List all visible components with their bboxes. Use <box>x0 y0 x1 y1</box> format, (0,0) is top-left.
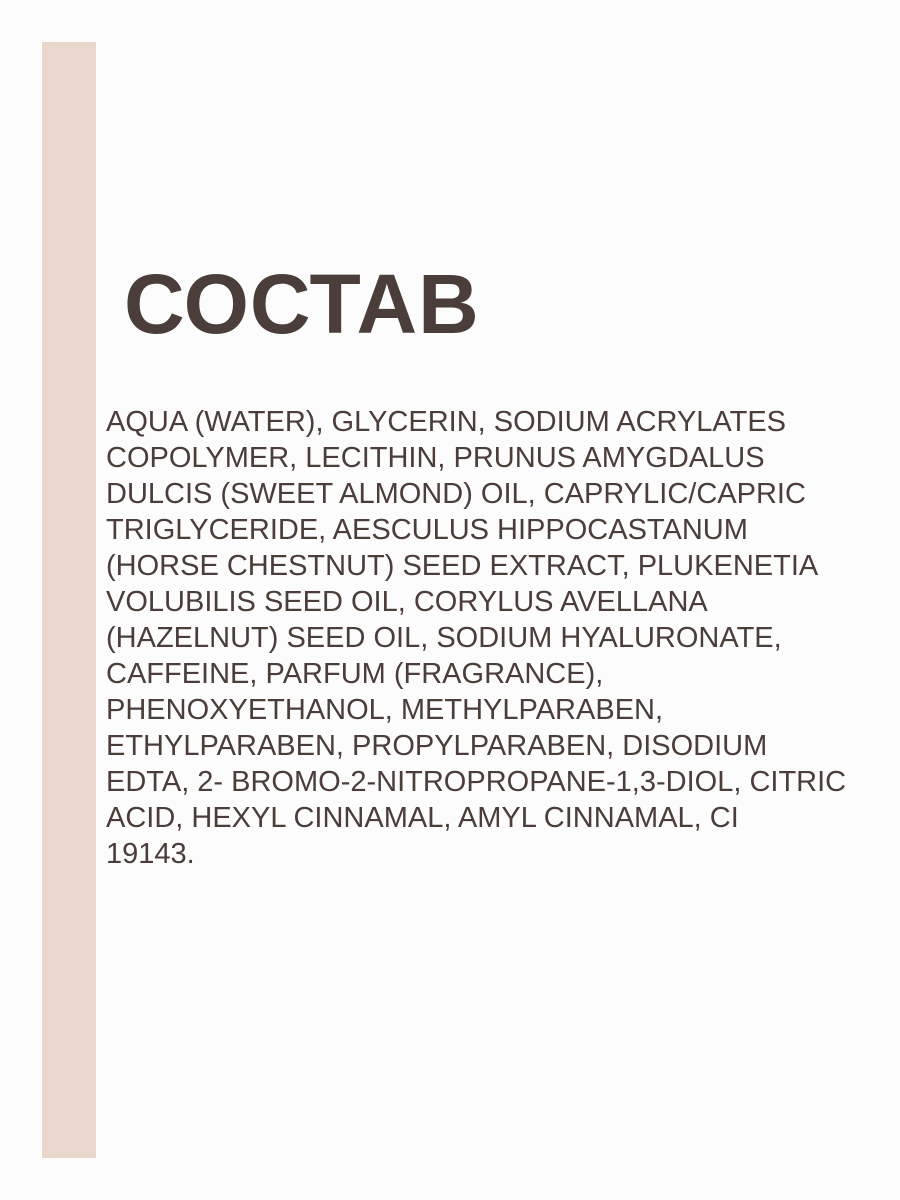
accent-side-bar <box>42 42 96 1158</box>
page-title: СОСТАВ <box>124 257 480 351</box>
ingredients-list: AQUA (WATER), GLYCERIN, SODIUM ACRYLATES COPOLYMER, LECITHIN, PRUNUS AMYGDALUS DULCIS (SWEET ALMOND) OIL, CAPRYLIC/CAPRIC TRIGLYCERIDE, AESCULUS HIPPOCASTANUM (HORSE CHESTNUT) SEED EXTRACT, PLUKENETIA VOLUBILIS SEED OIL, CORYLUS AVELLANA (HAZELNUT) SEED OIL, SODIUM HYALURONATE, CAFFEINE, PARFUM (FRAGRANCE), PHENOXYETHANOL, METHYLPARABEN, ETHYLPARABEN, PROPYLPARABEN, DISODIUM EDTA, 2- BROMO-2-NITROPROPANE-1,3-DIOL, CITRIC ACID, HEXYL CINNAMAL, AMYL CINNAMAL, CI 19143. <box>106 406 847 870</box>
